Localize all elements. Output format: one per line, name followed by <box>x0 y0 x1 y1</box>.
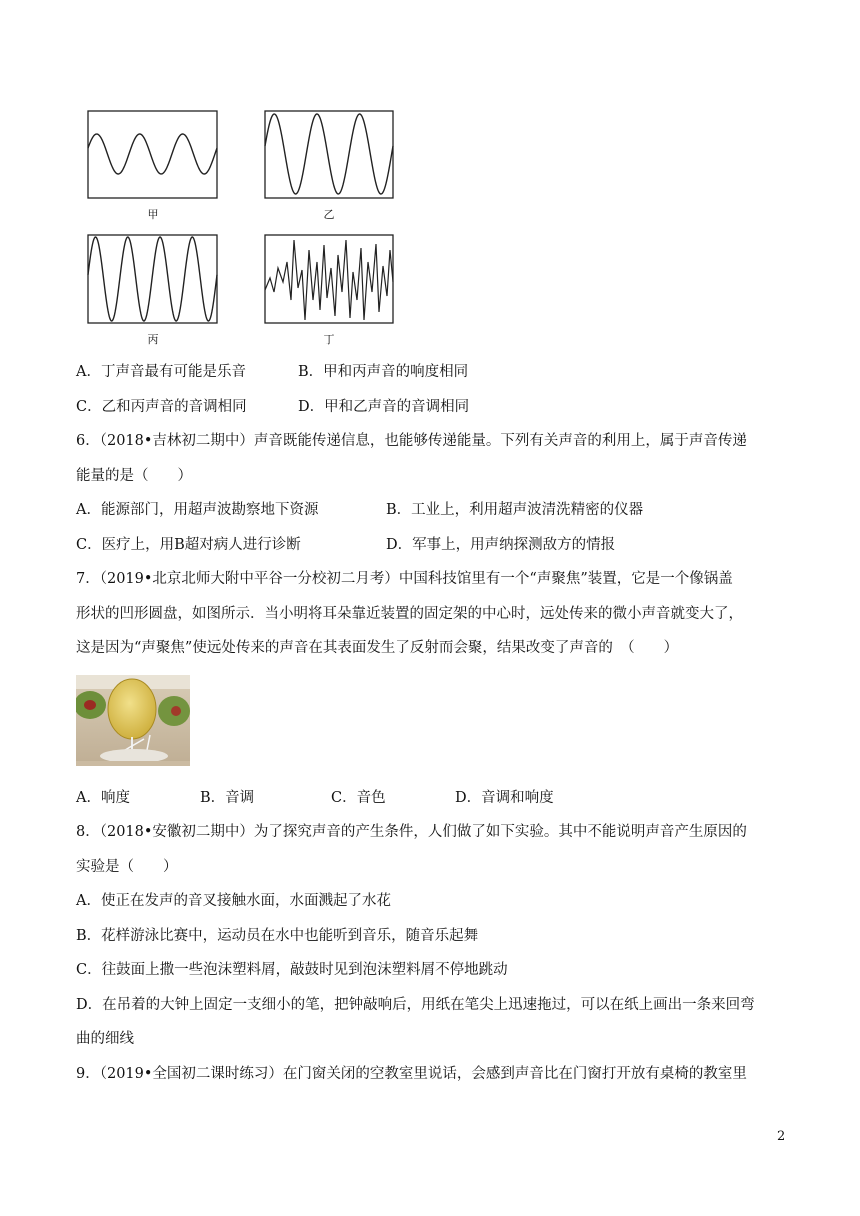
q6-option-b: B．工业上，利用超声波清洗精密的仪器 <box>386 502 644 518</box>
q9-stem-line1: 9．（2019•全国初二课时练习）在门窗关闭的空教室里说话，会感到声音比在门窗打开放有桌椅的教室里 <box>76 1066 747 1082</box>
sound-focus-photo <box>76 675 190 766</box>
q7-stem-line3: 这是因为“声聚焦”使远处传来的声音在其表面发生了反射而会聚，结果改变了声音的 （ ） <box>76 640 679 656</box>
q6-option-c: C．医疗上，用B超对病人进行诊断 <box>76 537 301 553</box>
wave-yi <box>265 111 393 198</box>
q6-option-d: D．军事上，用声纳探测敌方的情报 <box>386 537 616 553</box>
q8-option-a: A．使正在发声的音叉接触水面，水面溅起了水花 <box>76 893 391 909</box>
q7-option-a: A．响度 <box>76 790 130 806</box>
q7-option-b: B．音调 <box>200 790 255 806</box>
q6-stem-line1: 6．（2018•吉林初二期中）声音既能传递信息，也能够传递能量。下列有关声音的利用上，属于声音传递 <box>76 433 747 449</box>
q7-stem-line2: 形状的凹形圆盘，如图所示．当小明将耳朵靠近装置的固定架的中心时，远处传来的微小声音就变大了， <box>76 606 743 622</box>
page-number: 2 <box>777 1129 786 1144</box>
q8-option-c: C．往鼓面上撒一些泡沫塑料屑，敲鼓时见到泡沫塑料屑不停地跳动 <box>76 962 508 978</box>
q8-stem-line2: 实验是（ ） <box>76 859 178 875</box>
q6-option-a: A．能源部门，用超声波勘察地下资源 <box>76 502 319 518</box>
wave-jia <box>88 111 217 198</box>
q8-option-d-line1: D．在吊着的大钟上固定一支细小的笔，把钟敲响后，用纸在笔尖上迅速拖过，可以在纸上画出一条来回弯 <box>76 997 755 1013</box>
q7-stem-line1: 7．（2019•北京北师大附中平谷一分校初二月考）中国科技馆里有一个“声聚焦”装置，它是一个像锅盖 <box>76 571 733 587</box>
q8-option-b: B．花样游泳比赛中，运动员在水中也能听到音乐，随音乐起舞 <box>76 928 479 944</box>
wave-label-bing: 丙 <box>147 333 159 346</box>
q8-stem-line1: 8．（2018•安徽初二期中）为了探究声音的产生条件，人们做了如下实验。其中不能说明声音产生原因的 <box>76 824 747 840</box>
wave-ding <box>265 235 393 323</box>
q5-option-d: D．甲和乙声音的音调相同 <box>298 399 470 415</box>
wave-bing <box>88 235 217 323</box>
wave-label-ding: 丁 <box>323 333 335 346</box>
q8-option-d-line2: 曲的细线 <box>76 1031 134 1047</box>
q5-option-a: A．丁声音最有可能是乐音 <box>76 364 246 380</box>
q7-option-c: C．音色 <box>331 790 386 806</box>
wave-figure <box>0 0 860 360</box>
q7-option-d: D．音调和响度 <box>455 790 554 806</box>
q5-option-c: C．乙和丙声音的音调相同 <box>76 399 247 415</box>
wave-label-jia: 甲 <box>147 208 159 221</box>
wave-label-yi: 乙 <box>323 208 335 221</box>
q6-stem-line2: 能量的是（ ） <box>76 468 192 484</box>
q5-option-b: B．甲和丙声音的响度相同 <box>298 364 469 380</box>
